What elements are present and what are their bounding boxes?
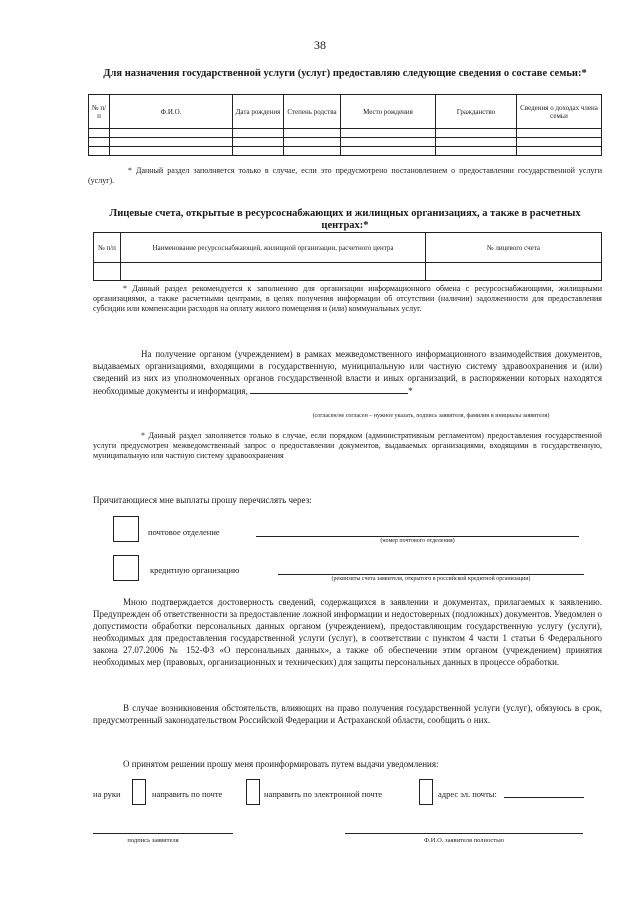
page-number: 38 bbox=[314, 38, 326, 52]
opt-hand-label: на руки bbox=[93, 789, 121, 799]
opt-hand-checkbox[interactable] bbox=[132, 779, 146, 805]
opt-email-checkbox[interactable] bbox=[419, 779, 433, 805]
confirmation-paragraph-2: В случае возникновения обстоятельств, влияющих на право получения государственной услуги (услуг), обязуюсь в срок, предусмотренный законодательством Российской Федерации и Астраханской области, сообщить о них. bbox=[93, 703, 602, 725]
col-organization: Наименование ресурсоснабжающей, жилищной организации, расчетного центра bbox=[121, 233, 426, 263]
table-row bbox=[89, 129, 602, 138]
col-relation: Степень родства bbox=[284, 95, 341, 129]
confirmation-paragraph-1: Мною подтверждается достоверность сведений, содержащихся в заявлении и документах, прилагаемых к заявлению. Предупрежден об ответственности за предоставление ложной информации и недостоверных (подложных) документов. Уведомлен о допустимости обработки персональных данных органом (учреждением), предоставляющим государственную услугу (услуги), необходимых для предоставления государственной услуги (услуг), в соответствии с пунктом 4 части 1 статьи 6 Федерального закона 27.07.2006 № 152-ФЗ «О персональных данных», а также об обеспечении этим органом (учреждением) принятия необходимых мер (правовых, организационных и технических) для защиты персональных данных в процессе обработки. bbox=[93, 597, 602, 667]
email-label: адрес эл. почты: bbox=[438, 789, 497, 799]
payments-intro: Причитающиеся мне выплаты прошу перечислять через: bbox=[93, 495, 312, 505]
post-office-input-line[interactable] bbox=[256, 536, 579, 537]
bank-label: кредитную организацию bbox=[150, 565, 240, 575]
email-input-line[interactable] bbox=[504, 797, 584, 798]
full-name-caption: Ф.И.О. заявителя полностью bbox=[424, 837, 504, 844]
family-note: * Данный раздел заполняется только в случае, если это предусмотрено постановлением о предоставлении государственной услуги (услуг). bbox=[88, 166, 602, 185]
consent-input-line[interactable] bbox=[250, 384, 408, 394]
opt-post-checkbox[interactable] bbox=[246, 779, 260, 805]
col-account: № лицевого счета bbox=[426, 233, 602, 263]
accounts-heading: Лицевые счета, открытые в ресурсоснабжающих и жилищных организациях, а также в расчетных центрах:* bbox=[109, 208, 581, 231]
opt-post-label: направить по почте bbox=[152, 789, 223, 799]
bank-checkbox[interactable] bbox=[113, 555, 139, 581]
opt-email-label: направить по электронной почте bbox=[264, 789, 383, 799]
signature-caption: подпись заявителя bbox=[127, 837, 179, 844]
accounts-table bbox=[93, 232, 602, 281]
col-name: Ф.И.О. bbox=[110, 95, 233, 129]
post-office-label: почтовое отделение bbox=[148, 527, 220, 537]
notification-intro: О принятом решении прошу меня проинформировать путем выдачи уведомления: bbox=[123, 759, 439, 769]
consent-note: * Данный раздел заполняется только в случае, если порядком (административным регламентом) предоставления государственной услуги предусмотрен межведомственный запрос о предоставлении документов, выдаваемых организациями, входящими в государственную, муниципальную или частную систему здравоохранения bbox=[93, 431, 602, 460]
post-office-caption: (номер почтового отделения) bbox=[380, 538, 455, 544]
table-row bbox=[94, 263, 602, 281]
col-number: № п/п bbox=[94, 233, 121, 263]
consent-star: * bbox=[408, 386, 413, 396]
consent-caption: (согласен/не согласен – нужное указать, подпись заявителя, фамилия и инициалы заявителя) bbox=[312, 413, 550, 419]
col-number: № п/п bbox=[89, 95, 110, 129]
bank-input-line[interactable] bbox=[278, 574, 584, 575]
col-income: Сведения о доходах члена семьи bbox=[517, 95, 602, 129]
family-table bbox=[88, 94, 602, 156]
family-heading: Для назначения государственной услуги (услуг) предоставляю следующие сведения о составе семьи:* bbox=[103, 68, 587, 79]
accounts-note: * Данный раздел рекомендуется к заполнению для организации информационного обмена с ресурсоснабжающими, жилищными организациями, а также расчетными центрами, в целях получения информации об отсутствии (наличии) задолженности для предоставления субсидии или компенсации расходов на оплату жилого помещения и (или) коммунальных услуг. bbox=[93, 284, 602, 313]
consent-text bbox=[93, 348, 602, 397]
signature-line[interactable] bbox=[93, 833, 233, 834]
post-office-checkbox[interactable] bbox=[113, 516, 139, 542]
full-name-line[interactable] bbox=[345, 833, 583, 834]
consent-body: На получение органом (учреждением) в рамках межведомственного информационного взаимодействия документов, выдаваемых организациями, входящими в государственную, муниципальную или частную систему здравоохранения и (или) сведений из них из уполномоченных органов государственной власти и иных организаций, в распоряжении которых находятся необходимые документы и информация, bbox=[93, 349, 602, 396]
table-row bbox=[89, 147, 602, 156]
col-birthplace: Место рождения bbox=[341, 95, 436, 129]
accounts-table-header bbox=[94, 233, 602, 263]
bank-caption: (реквизиты счета заявителя, открытого в российской кредитной организации) bbox=[331, 576, 531, 582]
col-citizenship: Гражданство bbox=[436, 95, 517, 129]
family-table-header bbox=[89, 95, 602, 129]
col-birthdate: Дата рождения bbox=[233, 95, 284, 129]
table-row bbox=[89, 138, 602, 147]
